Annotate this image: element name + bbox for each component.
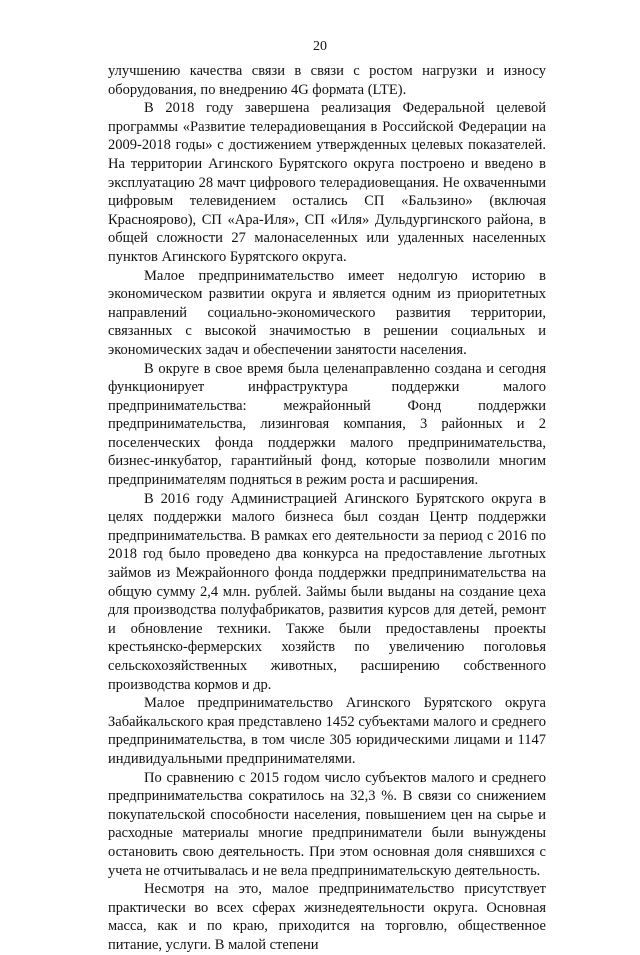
paragraph-sectors: Несмотря на это, малое предпринимательство присутствует практически во всех сферах жизнедеятельности округа. Основная масса, как и по краю, приходится на торговлю, общественное питание, услуги. В малой степени xyxy=(108,881,546,953)
paragraph-decline: По сравнению с 2015 годом число субъектов малого и среднего предпринимательства сократилось на 32,3 %. В связи со снижением покупательской способности населения, повышением цен на сырье и расходные материалы многие предприниматели были вынуждены остановить свою деятельность. При этом основная доля снявшихся с учета не отчитывалась и не вела предпринимательскую деятельность. xyxy=(108,769,546,879)
paragraph-small-business-history: Малое предпринимательство имеет недолгую историю в экономическом развитии округа и является одним из приоритетных направлений социально-экономического развития территории, связанных с высокой значимостью в решении социальных и экономических задач и обеспечении занятости населения. xyxy=(108,267,546,358)
paragraph-business-count: Малое предпринимательство Агинского Бурятского округа Забайкальского края представлено 1452 субъектами малого и среднего предпринимательства, в том числе 305 юридическими лицами и 1147 индивидуальными предпринимателями. xyxy=(108,695,546,767)
paragraph-continuation: улучшению качества связи в связи с ростом нагрузки и износу оборудования, по внедрению 4G формата (LTE). xyxy=(108,63,546,98)
body-text xyxy=(108,62,546,955)
paragraph-tv-program: В 2018 году завершена реализация Федеральной целевой программы «Развитие телерадиовещания в Российской Федерации на 2009-2018 годы» с достижением утвержденных целевых показателей. На территории Агинского Бурятского округа построено и введено в эксплуатацию 28 мачт цифрового телерадиовещания. Не охваченными цифровым телевидением остались СП «Бальзино» (включая Красноярово), СП «Ара-Иля», СП «Иля» Дульдургинского района, в общей сложности 27 малонаселенных или удаленных населенных пунктов Агинского Бурятского округа. xyxy=(108,100,546,265)
paragraph-infrastructure: В округе в свое время была целенаправленно создана и сегодня функционирует инфраструктура поддержки малого предпринимательства: межрайонный Фонд поддержки предпринимательства, лизинговая компания, 3 районных и 2 поселенческих фонда поддержки малого предпринимательства, бизнес-инкубатор, гарантийный фонд, которые позволили многим предпринимателям подняться в режим роста и расширения. xyxy=(108,360,546,489)
page-number: 20 xyxy=(313,39,327,54)
paragraph-support-center: В 2016 году Администрацией Агинского Бурятского округа в целях поддержки малого бизнеса был создан Центр поддержки предпринимательства. В рамках его деятельности за период с 2016 по 2018 год было проведено два конкурса на предоставление льготных займов из Межрайонного фонда поддержки предпринимательства на общую сумму 2,4 млн. рублей. Займы были выданы на создание цеха для производства полуфабрикатов, развития курсов для детей, ремонт и обновление техники. Также были предоставлены проекты крестьянско-фермерских хозяйств по увеличению поголовья сельскохозяйственных животных, расширению собственного производства кормов и др. xyxy=(108,490,546,693)
